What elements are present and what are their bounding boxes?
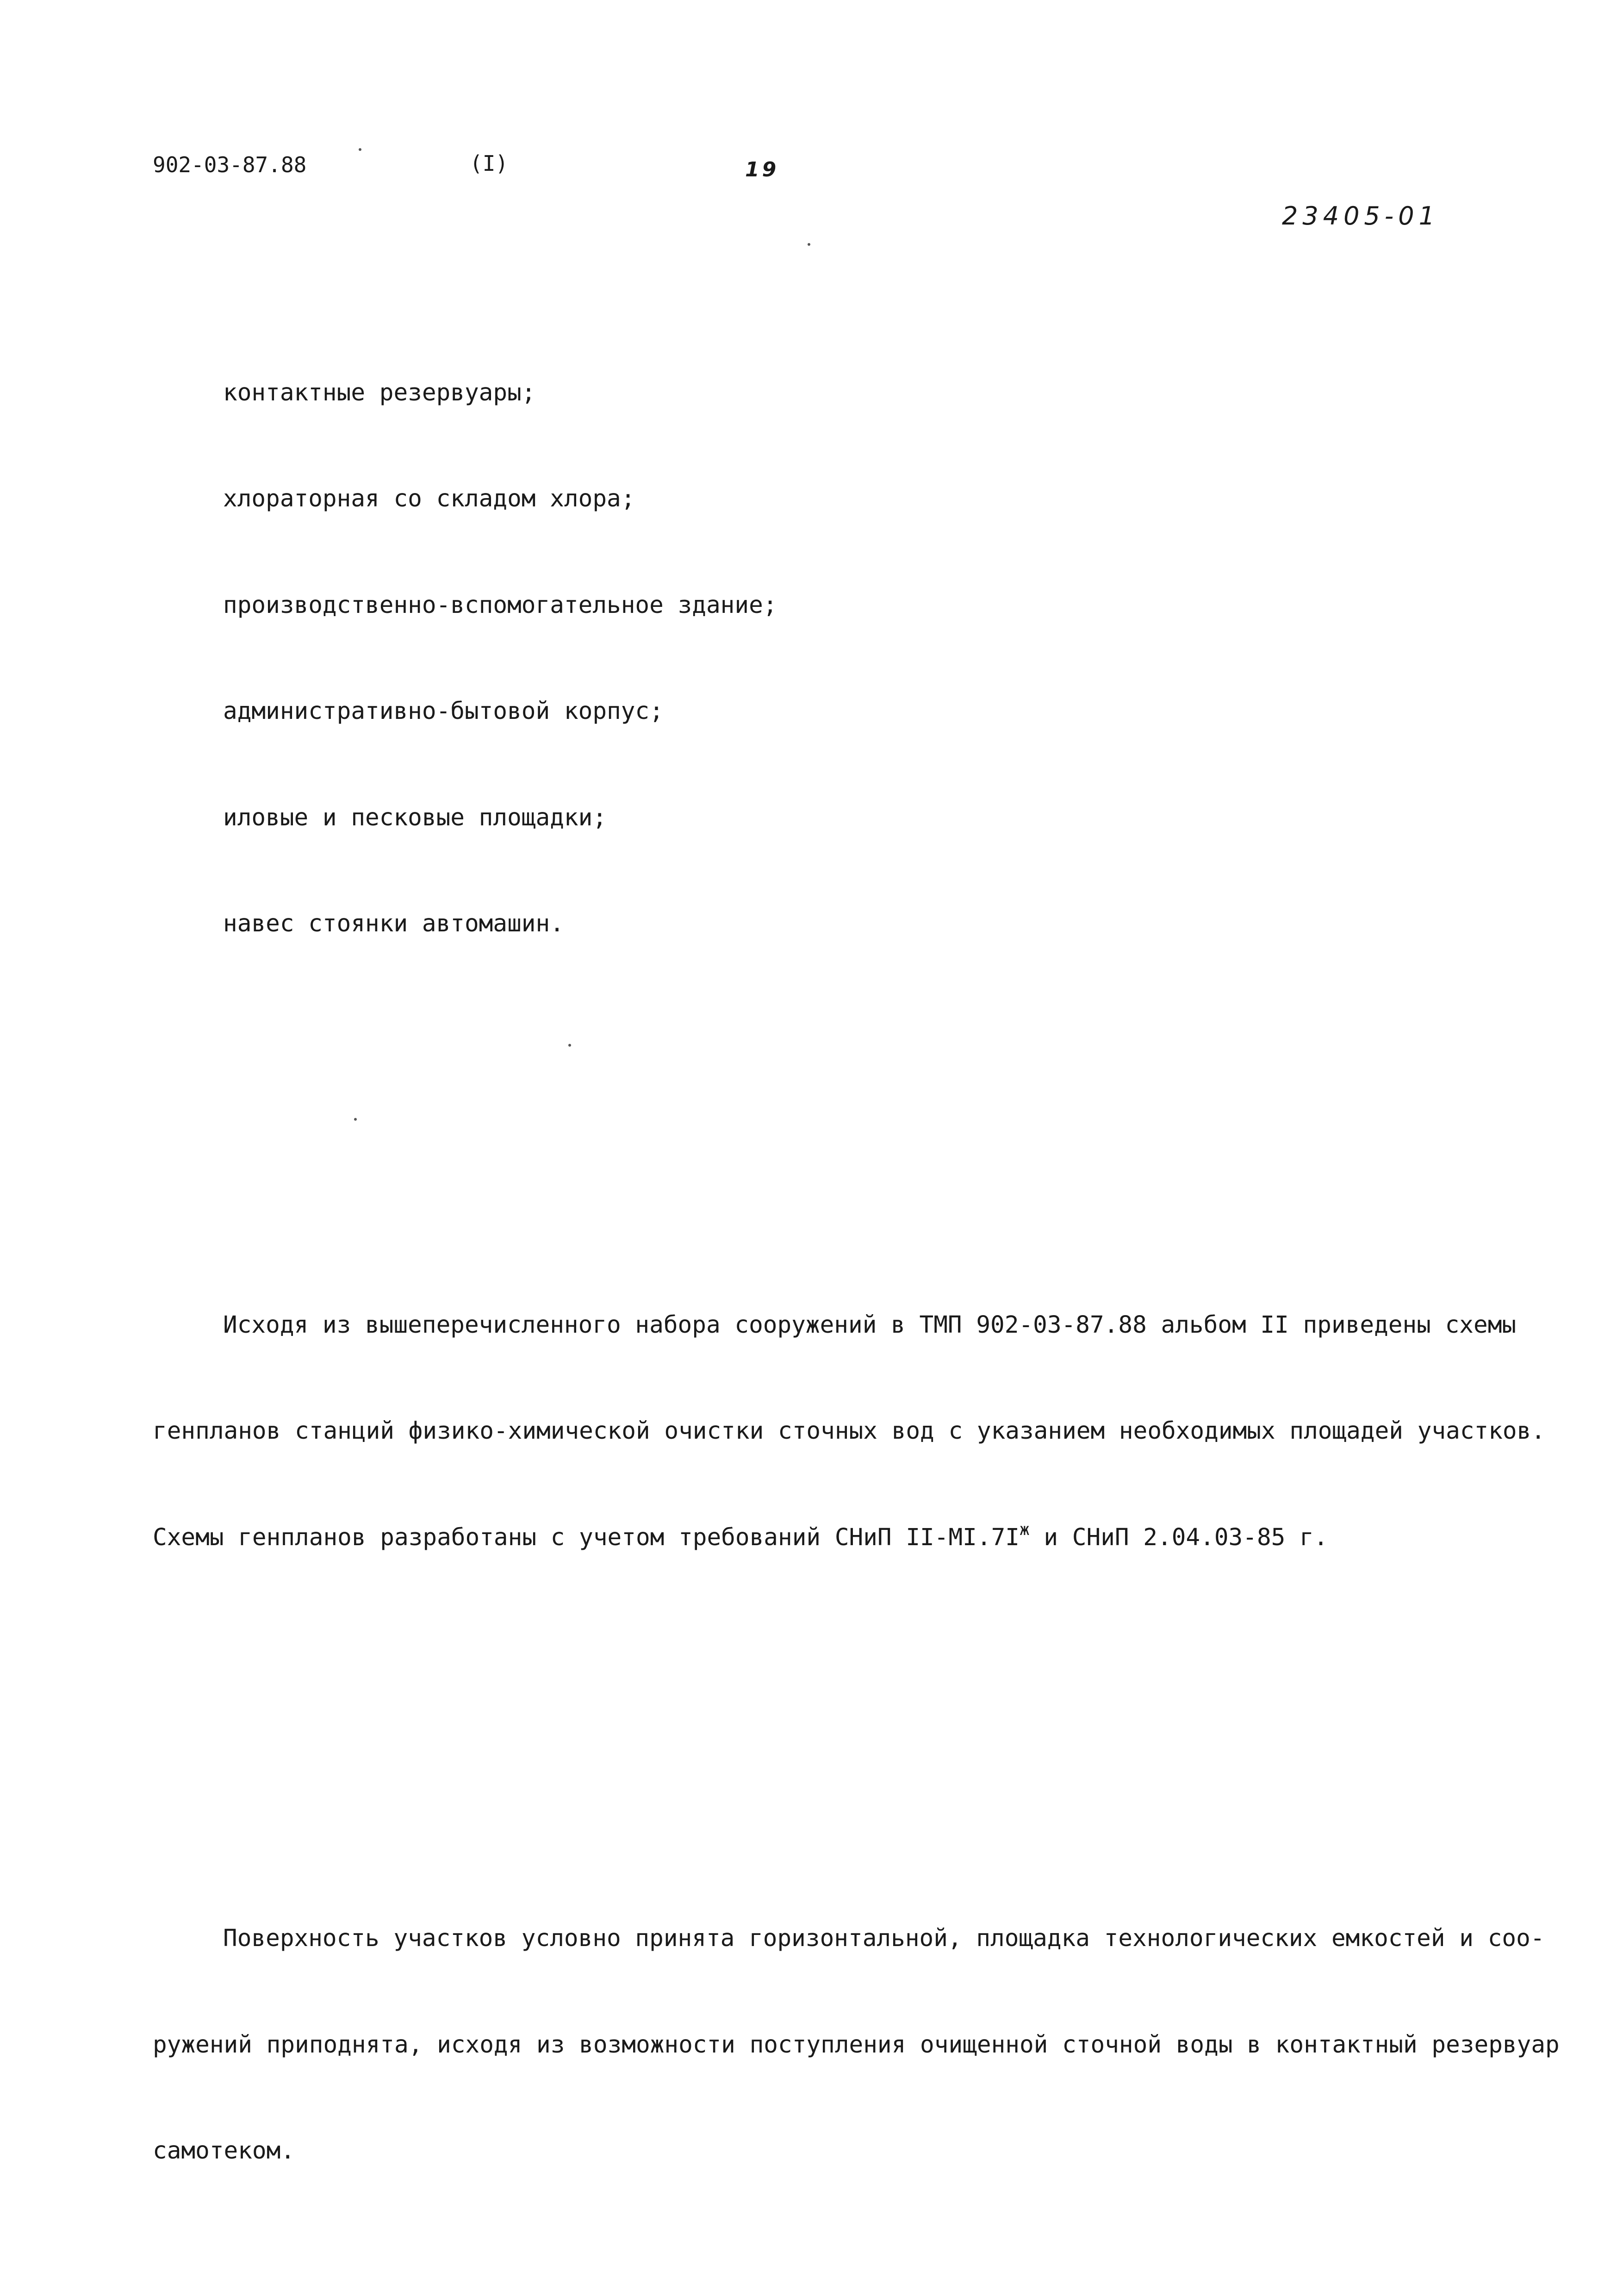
volume-label: (I) (470, 151, 509, 176)
list-item: иловые и песковые площадки; (223, 804, 607, 831)
paragraph-line-with-reference (153, 1520, 1583, 1556)
paragraph-surface (153, 1850, 1583, 2240)
paragraph-line: генпланов станций физико-химической очистки сточных вод с указанием необходимых площадей участков. (153, 1417, 1546, 1445)
paragraph-genplan-schemes (153, 1237, 1583, 1627)
list-item: производственно-вспомогательное здание; (223, 591, 777, 619)
superscript-mark: ж (1019, 1520, 1030, 1539)
inventory-number: 23405-01 (1282, 201, 1439, 231)
paragraph-line: самотеком. (153, 2137, 295, 2165)
scan-speck (568, 1044, 571, 1047)
scan-speck (808, 243, 810, 246)
facility-list (153, 305, 1583, 1013)
document-code: 902-03-87.88 (153, 152, 307, 177)
list-item: административно-бытовой корпус; (223, 698, 664, 725)
list-item: хлораторная со складом хлора; (223, 485, 635, 512)
paragraph-line: ружений приподнята, исходя из возможности поступления очищенной сточной воды в контактный резервуар (153, 2031, 1560, 2059)
body-text (153, 198, 1583, 2296)
reference-text-tail: и СНиП 2.04.03-85 г. (1029, 1523, 1328, 1551)
paragraph-line: Исходя из вышеперечисленного набора сооружений в ТМП 902-03-87.88 альбом II приведены схемы (223, 1311, 1517, 1339)
paragraph-line: Поверхность участков условно принята горизонтальной, площадка технологических емкостей и соо- (223, 1925, 1545, 1952)
page-number: 19 (745, 158, 779, 181)
reference-text: Схемы генпланов разработаны с учетом требований СНиП II-МI.7I (153, 1523, 1020, 1551)
list-item: контактные резервуары; (223, 379, 536, 406)
list-item: навес стоянки автомашин. (223, 910, 564, 937)
scan-speck (359, 148, 361, 151)
scan-speck (354, 1118, 357, 1121)
